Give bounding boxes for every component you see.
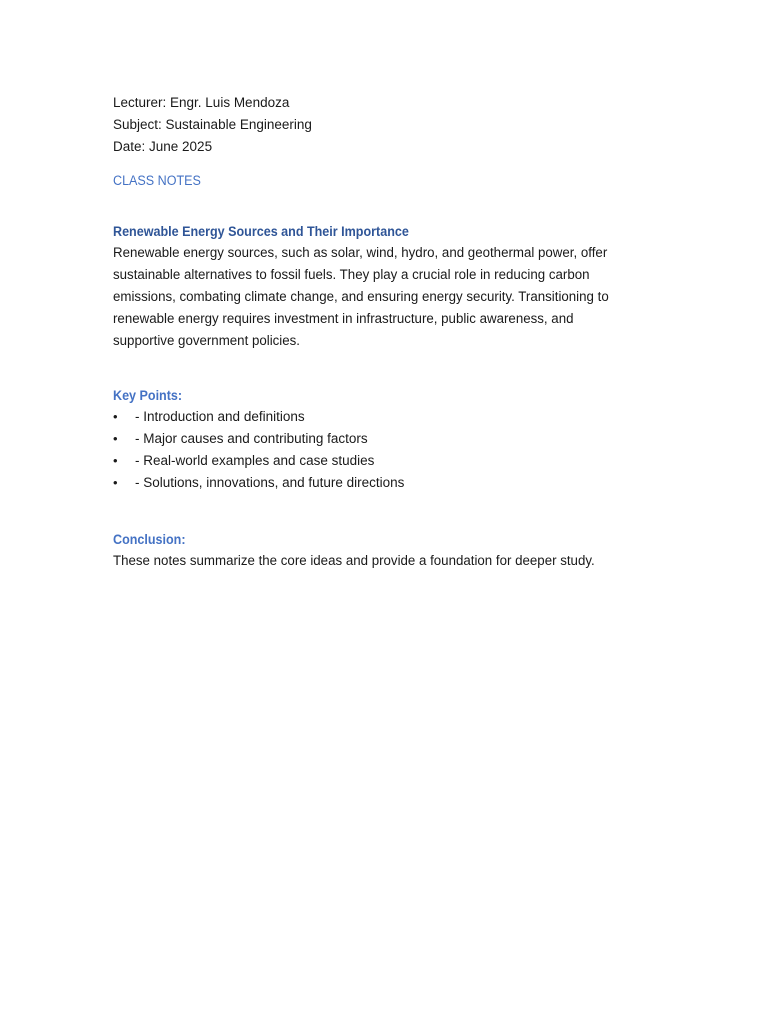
topic-paragraph: Renewable energy sources, such as solar, wind, hydro, and geothermal power, offer sustainable alternatives to fossil fuels. They play a crucial role in reducing carbon emissions, combating climate change, and ensuring energy security. Transitioning to renewable energy requires investment in infrastructure, public awareness, and supportive government policies. (113, 245, 609, 348)
list-item-text: - Real-world examples and case studies (135, 452, 375, 468)
conclusion-text: These notes summarize the core ideas and provide a foundation for deeper study. (113, 552, 595, 568)
list-item-text: - Introduction and definitions (135, 409, 305, 425)
bullet-icon: • (113, 431, 118, 447)
list-item (113, 472, 653, 494)
bullet-icon: • (113, 452, 118, 468)
list-item (113, 406, 653, 428)
conclusion-heading: Conclusion: (113, 531, 186, 547)
bullet-icon: • (113, 474, 118, 490)
list-item-text: - Major causes and contributing factors (135, 431, 368, 447)
lecturer-line: Lecturer: Engr. Luis Mendoza (113, 95, 290, 110)
bullet-icon: • (113, 409, 118, 425)
list-item (113, 450, 653, 472)
key-points-list (113, 406, 653, 493)
list-item-text: - Solutions, innovations, and future directions (135, 474, 405, 490)
class-notes-heading: CLASS NOTES (113, 173, 201, 189)
list-item (113, 428, 653, 450)
subject-line: Subject: Sustainable Engineering (113, 116, 312, 132)
date-line: Date: June 2025 (113, 138, 213, 154)
key-points-heading: Key Points: (113, 388, 183, 404)
document-page (113, 92, 653, 571)
topic-title: Renewable Energy Sources and Their Importance (113, 224, 409, 240)
